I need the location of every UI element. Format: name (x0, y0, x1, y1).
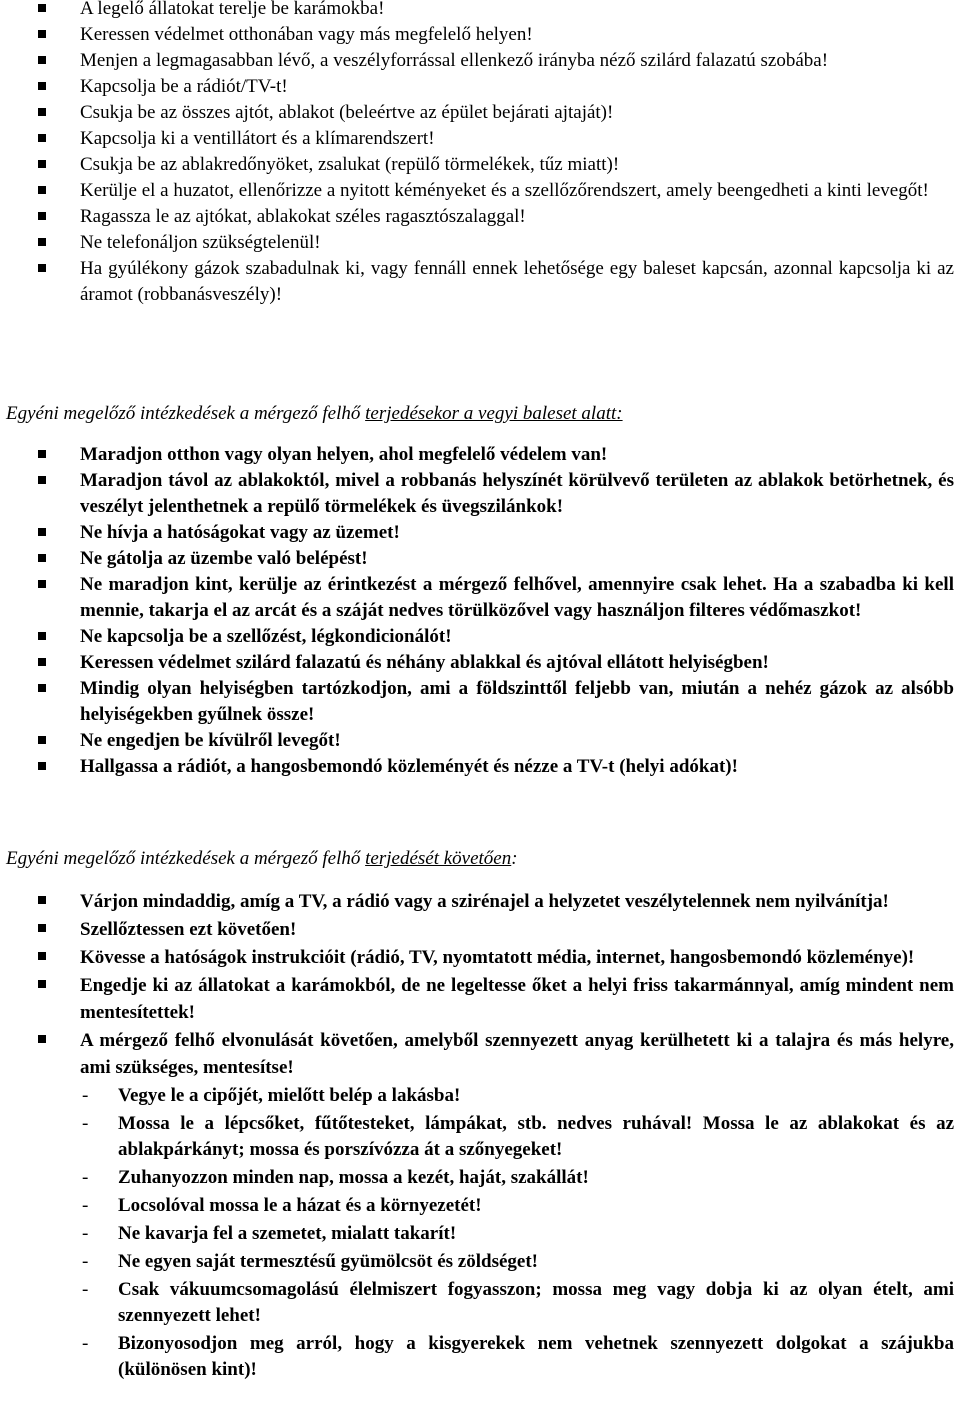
dash-bullet: - (82, 1113, 89, 1134)
dash-bullet: - (82, 1333, 89, 1354)
dash-bullet: - (82, 1223, 89, 1244)
square-bullet-icon (38, 762, 46, 770)
section-heading-after: Egyéni megelőző intézkedések a mérgező felhő terjedését követően: (6, 848, 518, 869)
instruction-list-during (0, 442, 960, 780)
square-bullet-icon (38, 580, 46, 588)
list-item: Kerülje el a huzatot, ellenőrizze a nyitott kéményeket és a szellőzőrendszert, amely beengedheti a kinti levegőt! (0, 178, 960, 204)
instruction-list-before (0, 0, 960, 308)
list-item: Maradjon otthon vagy olyan helyen, ahol megfelelő védelem van! (0, 442, 960, 468)
square-bullet-icon (38, 554, 46, 562)
square-bullet-icon (38, 108, 46, 116)
square-bullet-icon (38, 476, 46, 484)
list-item: Keressen védelmet otthonában vagy más megfelelő helyen! (0, 22, 960, 48)
list-item: Ne hívja a hatóságokat vagy az üzemet! (0, 520, 960, 546)
list-item: Keressen védelmet szilárd falazatú és néhány ablakkal és ajtóval ellátott helyiségben! (0, 650, 960, 676)
list-item: Maradjon távol az ablakoktól, mivel a robbanás helyszínét körülvevő területen az ablakok betörhetnek, és veszélyt jelenthetnek a repülő törmelékek és üvegszilánkok! (0, 468, 960, 520)
square-bullet-icon (38, 528, 46, 536)
list-item: Ne kapcsolja be a szellőzést, légkondicionálót! (0, 624, 960, 650)
list-item: Kövesse a hatóságok instrukcióit (rádió, TV, nyomtatott média, internet, hangosbemondó közleménye)! (0, 944, 960, 971)
sub-list-item: - Ne egyen saját termesztésű gyümölcsöt és zöldséget! (0, 1249, 960, 1275)
sub-list-item: - Vegye le a cipőjét, mielőtt belép a lakásba! (0, 1083, 960, 1109)
sub-list-item: - Bizonyosodjon meg arról, hogy a kisgyerekek nem vehetnek szennyezett dolgokat a szájukba (különösen kint)! (82, 1333, 954, 1380)
square-bullet-icon (38, 56, 46, 64)
square-bullet-icon (38, 82, 46, 90)
square-bullet-icon (38, 238, 46, 246)
square-bullet-icon (38, 1035, 46, 1043)
list-item: Mindig olyan helyiségben tartózkodjon, ami a földszinttől feljebb van, miután a nehéz gázok az alsóbb helyiségekben gyűlnek össze! (0, 676, 960, 728)
list-item: A legelő állatokat terelje be karámokba! (0, 0, 960, 22)
list-item: Hallgassa a rádiót, a hangosbemondó közleményét és nézze a TV-t (helyi adókat)! (0, 754, 960, 780)
list-item: Csukja be az ablakredőnyöket, zsalukat (repülő törmelékek, tűz miatt)! (0, 152, 960, 178)
list-item: Menjen a legmagasabban lévő, a veszélyforrással ellenkező irányba néző szilárd falazatú szobába! (0, 48, 960, 74)
list-item: Ha gyúlékony gázok szabadulnak ki, vagy fennáll ennek lehetősége egy baleset kapcsán, azonnal kapcsolja ki az áramot (robbanásveszély)! (0, 256, 960, 308)
list-item: Szellőztessen ezt követően! (0, 916, 960, 943)
list-item: Ragassza le az ajtókat, ablakokat széles ragasztószalaggal! (0, 204, 960, 230)
sub-list-item: - Csak vákuumcsomagolású élelmiszert fogyasszon; mossa meg vagy dobja ki az olyan ételt, ami szennyezett lehet! (82, 1279, 954, 1326)
list-item: Engedje ki az állatokat a karámokból, de ne legeltesse őket a helyi friss takarmánnyal, amíg mindent nem mentesítettek! (0, 972, 960, 1026)
sub-list-item: - Locsolóval mossa le a házat és a környezetét! (0, 1193, 960, 1219)
square-bullet-icon (38, 134, 46, 142)
list-item: Ne engedjen be kívülről levegőt! (0, 728, 960, 754)
sub-list-item: - Ne kavarja fel a szemetet, mialatt takarít! (0, 1221, 960, 1247)
dash-bullet: - (82, 1279, 89, 1300)
decontamination-sublist (0, 1083, 960, 1383)
square-bullet-icon (38, 4, 46, 12)
list-item: Ne maradjon kint, kerülje az érintkezést a mérgező felhővel, amennyire csak lehet. Ha a szabadba ki kell mennie, takarja el az arcát és a száját nedves törülközővel vagy használjon filteres védőmaszkot! (0, 572, 960, 624)
sub-list-item: - Mossa le a lépcsőket, fűtőtesteket, lámpákat, stb. nedves ruhával! Mossa le az ablakokat és az ablakpárkányt; mossa és porszívózza át a szőnyegeket! (82, 1113, 954, 1160)
list-item: Várjon mindaddig, amíg a TV, a rádió vagy a szirénajel a helyzetet veszélytelennek nem nyilvánítja! (0, 888, 960, 915)
square-bullet-icon (38, 212, 46, 220)
list-item: Kapcsolja be a rádiót/TV-t! (0, 74, 960, 100)
square-bullet-icon (38, 264, 46, 272)
square-bullet-icon (38, 980, 46, 988)
dash-bullet: - (82, 1195, 89, 1216)
dash-bullet: - (82, 1167, 89, 1188)
list-item: A mérgező felhő elvonulását követően, amelyből szennyezett anyag kerülhetett ki a talajra és más helyre, ami szükséges, mentesítse! (0, 1027, 960, 1081)
section-heading-during: Egyéni megelőző intézkedések a mérgező felhő terjedésekor a vegyi baleset alatt: (6, 403, 623, 424)
square-bullet-icon (38, 160, 46, 168)
square-bullet-icon (38, 736, 46, 744)
square-bullet-icon (38, 952, 46, 960)
square-bullet-icon (38, 186, 46, 194)
dash-bullet: - (82, 1251, 89, 1272)
list-item: Ne gátolja az üzembe való belépést! (0, 546, 960, 572)
list-item: Ne telefonáljon szükségtelenül! (0, 230, 960, 256)
instruction-list-after (0, 888, 960, 1081)
square-bullet-icon (38, 632, 46, 640)
sub-list-item: - Zuhanyozzon minden nap, mossa a kezét, haját, szakállát! (0, 1165, 960, 1191)
square-bullet-icon (38, 30, 46, 38)
list-item: Csukja be az összes ajtót, ablakot (beleértve az épület bejárati ajtaját)! (0, 100, 960, 126)
instruction-block-after (0, 888, 960, 1383)
square-bullet-icon (38, 924, 46, 932)
dash-bullet: - (82, 1085, 89, 1106)
list-item: Kapcsolja ki a ventillátort és a klímarendszert! (0, 126, 960, 152)
square-bullet-icon (38, 658, 46, 666)
square-bullet-icon (38, 450, 46, 458)
square-bullet-icon (38, 684, 46, 692)
square-bullet-icon (38, 896, 46, 904)
